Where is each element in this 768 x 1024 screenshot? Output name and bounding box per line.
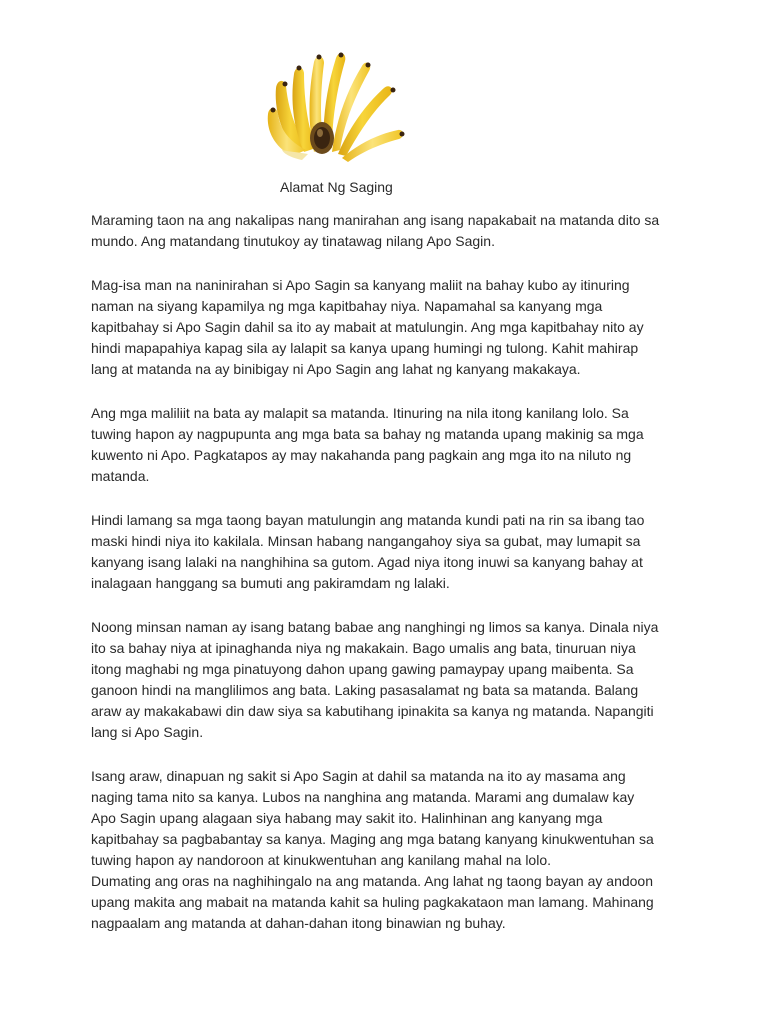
text-line: itong maghabi ng mga pinatuyong dahon upang gawing pamaypay upang maibenta. Sa [91,661,634,677]
paragraph [91,510,711,594]
text-line: inalagaan hanggang sa bumuti ang pakiramdam ng lalaki. [91,575,450,591]
text-line: nagpaalam ang matanda at dahan-dahan itong binawian ng buhay. [91,915,506,931]
text-line: upang makita ang mabait na matanda kahit sa huling pagkakataon man lamang. Mahinang [91,894,654,910]
text-line: naman na siyang kapamilya ng mga kapitbahay niya. Napamahal sa kanyang mga [91,298,603,314]
document-body [91,210,711,957]
text-line: Noong minsan naman ay isang batang babae ang nanghingi ng limos sa kanya. Dinala niya [91,619,659,635]
paragraph [91,210,711,252]
text-line: Dumating ang oras na naghihingalo na ang matanda. Ang lahat ng taong bayan ay andoon [91,873,653,889]
text-line: maski hindi niya ito kakilala. Minsan habang nangangahoy siya sa gubat, may lumapit sa [91,533,641,549]
paragraph [91,275,711,380]
text-line: kanyang isang lalaki na nanghihina sa gutom. Agad niya itong inuwi sa kanyang bahay at [91,554,643,570]
banana-bunch-icon [262,40,406,164]
document-title: Alamat Ng Saging [280,179,393,195]
paragraph [91,617,711,743]
text-line: tuwing hapon ay nandoroon at kinukwentuhan ang kanilang mahal na lolo. [91,852,552,868]
text-line: hindi mapapahiya kapag sila ay lalapit sa kanya upang humingi ng tulong. Kahit mahirap [91,340,639,356]
paragraph [91,766,711,934]
text-line: Isang araw, dinapuan ng sakit si Apo Sagin at dahil sa matanda na ito ay masama ang [91,768,626,784]
text-line: Maraming taon na ang nakalipas nang manirahan ang isang napakabait na matanda dito sa [91,212,660,228]
text-line: mundo. Ang matandang tinutukoy ay tinatawag nilang Apo Sagin. [91,233,495,249]
text-line: lang at matanda na ay binibigay ni Apo Sagin ang lahat ng kanyang makakaya. [91,361,581,377]
text-line: lang si Apo Sagin. [91,724,204,740]
text-line: Mag-isa man na naninirahan si Apo Sagin sa kanyang maliit na bahay kubo ay itinuring [91,277,630,293]
text-line: tuwing hapon ay nagpupunta ang mga bata sa bahay ng matanda upang makinig sa mga [91,426,644,442]
text-line: naging tama nito sa kanya. Lubos na nanghina ang matanda. Marami ang dumalaw kay [91,789,635,805]
text-line: Apo Sagin upang alagaan siya habang may sakit ito. Halinhinan ang kanyang mga [91,810,603,826]
text-line: ito sa bahay niya at ipinaghanda niya ng makakain. Bago umalis ang bata, tinuruan niya [91,640,636,656]
text-line: ganoon hindi na manglilimos ang bata. Laking pasasalamat ng bata sa matanda. Balang [91,682,639,698]
text-line: Ang mga maliliit na bata ay malapit sa matanda. Itinuring na nila itong kanilang lolo. Sa [91,405,629,421]
text-line: Hindi lamang sa mga taong bayan matulungin ang matanda kundi pati na rin sa ibang tao [91,512,645,528]
text-line: matanda. [91,468,150,484]
text-line: araw ay makakabawi din daw siya sa kabutihang ipinakita sa kanya ng matanda. Napangiti [91,703,654,719]
text-line: kapitbahay si Apo Sagin dahil sa ito ay mabait at matulungin. Ang mga kapitbahay nito ay [91,319,644,335]
paragraph [91,403,711,487]
text-line: kuwento ni Apo. Pagkatapos ay may nakahanda pang pagkain ang mga ito na niluto ng [91,447,632,463]
text-line: kapitbahay sa pagbabantay sa kanya. Maging ang mga batang kanyang kinukwentuhan sa [91,831,654,847]
